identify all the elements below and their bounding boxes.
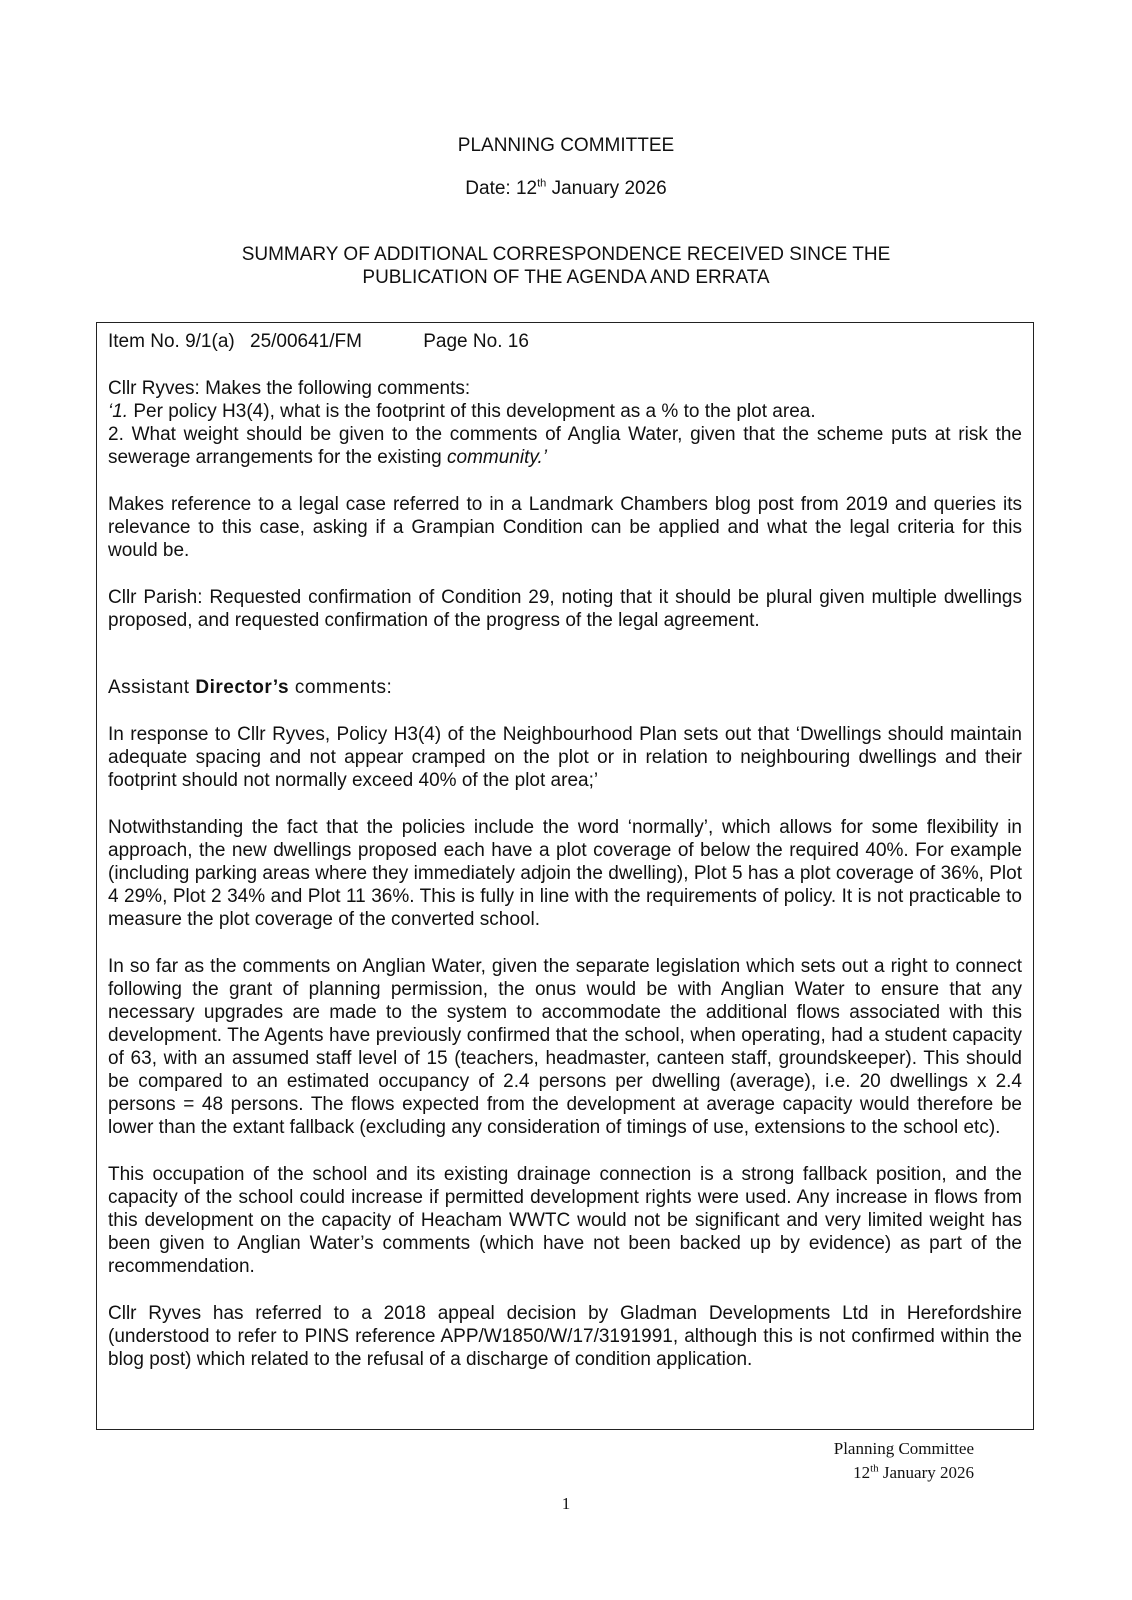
assistant-paragraph-3: In so far as the comments on Anglian Water, given the separate legislation which sets out a right to connect following the grant of planning permission, the onus would be with Anglian Water to ensure that any necessary upgrades are made to the system to accommodate the additional flows associated with this development. The Agents have previously confirmed that the school, when operating, had a student capacity of 63, with an assumed staff level of 15 (teachers, headmaster, canteen staff, groundskeeper). This should be compared to an estimated occupancy of 2.4 persons per dwelling (average), i.e. 20 dwellings x 2.4 persons = 48 persons. The flows expected from the development at average capacity would therefore be lower than the extant fallback (excluding any consideration of timings of use, extensions to the school etc).: [108, 956, 1022, 1138]
footer-committee: Planning Committee: [833, 1439, 974, 1458]
assistant-director-heading: Assistant Director’s comments:: [108, 677, 393, 698]
footer-date: 12th January 2026: [853, 1462, 974, 1482]
ryves-question-2: 2. What weight should be given to the comments of Anglia Water, given that the scheme puts at risk the sewerage arrangements for the existing community.’: [108, 424, 1022, 468]
item-page-number: Page No. 16: [423, 331, 529, 352]
page-number: 1: [561, 1494, 571, 1513]
assistant-paragraph-1: In response to Cllr Ryves, Policy H3(4) of the Neighbourhood Plan sets out that ‘Dwellings should maintain adequate spacing and not appear cramped on the plot or in relation to neighbouring dwellings and their footprint should not normally exceed 40% of the plot area;’: [108, 724, 1022, 791]
item-line: [108, 330, 1022, 353]
correspondence-box: [96, 322, 1034, 1430]
summary-heading-line1: SUMMARY OF ADDITIONAL CORRESPONDENCE RECEIVED SINCE THE: [241, 244, 891, 265]
meeting-date: Date: 12th January 2026: [465, 177, 667, 199]
document-title: PLANNING COMMITTEE: [457, 135, 675, 156]
summary-heading-line2: PUBLICATION OF THE AGENDA AND ERRATA: [362, 267, 770, 288]
ryves-legal-paragraph: Makes reference to a legal case referred to in a Landmark Chambers blog post from 2019 and queries its relevance to this case, asking if a Grampian Condition can be applied and what the legal criteria for this would be.: [108, 494, 1022, 561]
assistant-paragraph-5: Cllr Ryves has referred to a 2018 appeal decision by Gladman Developments Ltd in Herefordshire (understood to refer to PINS reference APP/W1850/W/17/3191991, although this is not confirmed within the blog post) which related to the refusal of a discharge of condition application.: [108, 1303, 1022, 1370]
assistant-paragraph-4: This occupation of the school and its existing drainage connection is a strong fallback position, and the capacity of the school could increase if permitted development rights were used. Any increase in flows from this development on the capacity of Heacham WWTC would not be significant and very limited weight has been given to Anglian Water’s comments (which have not been backed up by evidence) as part of the recommendation.: [108, 1164, 1022, 1277]
item-reference: 25/00641/FM: [250, 331, 362, 352]
item-number: Item No. 9/1(a): [108, 331, 235, 352]
ryves-intro: Cllr Ryves: Makes the following comments:: [108, 378, 471, 399]
assistant-paragraph-2: Notwithstanding the fact that the policies include the word ‘normally’, which allows for some flexibility in approach, the new dwellings proposed each have a plot coverage of below the required 40%. For example (including parking areas where they immediately adjoin the dwelling), Plot 5 has a plot coverage of 36%, Plot 4 29%, Plot 2 34% and Plot 11 36%. This is fully in line with the requirements of policy. It is not practicable to measure the plot coverage of the converted school.: [108, 817, 1022, 930]
parish-paragraph: Cllr Parish: Requested confirmation of Condition 29, noting that it should be plural given multiple dwellings proposed, and requested confirmation of the progress of the legal agreement.: [108, 587, 1022, 631]
ryves-question-1: ‘1. Per policy H3(4), what is the footprint of this development as a % to the plot area.: [108, 401, 816, 422]
